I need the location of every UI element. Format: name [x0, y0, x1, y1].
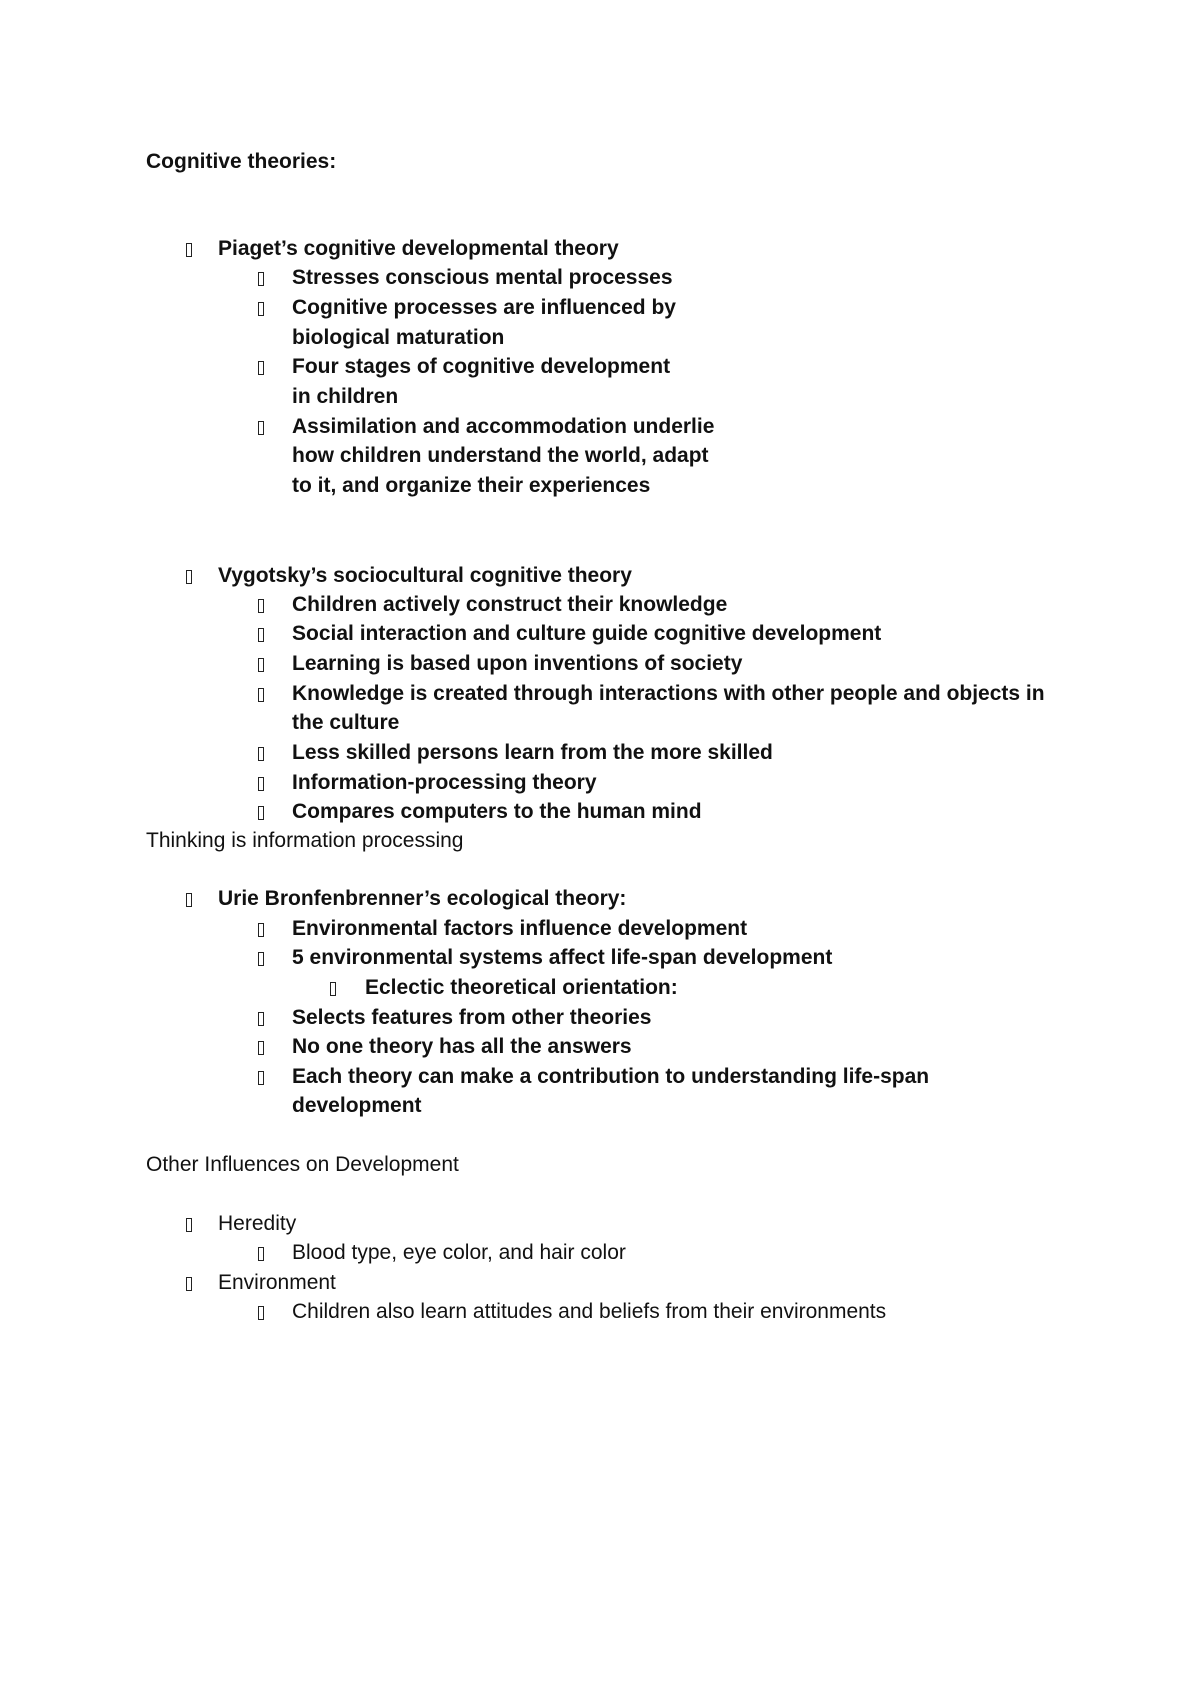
bullet-icon [186, 570, 192, 584]
list-item-continuation: how children understand the world, adapt [292, 444, 709, 467]
influence-environment: Environment [218, 1271, 336, 1294]
bullet-icon [258, 1041, 264, 1055]
bullet-icon [258, 599, 264, 613]
theory-title-vygotsky: Vygotsky’s sociocultural cognitive theory [218, 564, 632, 587]
list-item: Compares computers to the human mind [292, 800, 702, 823]
list-item: Stresses conscious mental processes [292, 266, 673, 289]
list-item: Blood type, eye color, and hair color [292, 1241, 626, 1264]
list-item: Each theory can make a contribution to understanding life-span [292, 1065, 930, 1088]
list-item: Children also learn attitudes and beliefs from their environments [292, 1300, 887, 1323]
bullet-icon [258, 952, 264, 966]
bullet-icon [258, 806, 264, 820]
list-item: Social interaction and culture guide cognitive development [292, 622, 882, 645]
influence-heredity: Heredity [218, 1212, 297, 1235]
list-item-continuation: to it, and organize their experiences [292, 474, 651, 497]
theory-title-piaget: Piaget’s cognitive developmental theory [218, 237, 619, 260]
list-item: No one theory has all the answers [292, 1035, 632, 1058]
list-item-nested: Eclectic theoretical orientation: [365, 976, 678, 999]
list-item: Selects features from other theories [292, 1006, 652, 1029]
list-item: Learning is based upon inventions of society [292, 652, 743, 675]
bullet-icon [258, 628, 264, 642]
theory-title-bronfenbrenner: Urie Bronfenbrenner’s ecological theory: [218, 887, 627, 910]
bullet-icon [330, 982, 336, 996]
list-item: Knowledge is created through interactions with other people and objects in [292, 682, 1045, 705]
bullet-icon [258, 688, 264, 702]
bullet-icon [258, 747, 264, 761]
bullet-icon [258, 302, 264, 316]
bullet-icon [186, 893, 192, 907]
list-item: Four stages of cognitive development [292, 355, 671, 378]
list-item: Children actively construct their knowledge [292, 593, 728, 616]
bullet-icon [258, 1247, 264, 1261]
bullet-icon [258, 1012, 264, 1026]
list-item: 5 environmental systems affect life-span development [292, 946, 833, 969]
section-heading-other-influences: Other Influences on Development [146, 1153, 459, 1176]
bullet-icon [258, 272, 264, 286]
list-item-continuation: the culture [292, 711, 400, 734]
list-item: Cognitive processes are influenced by [292, 296, 676, 319]
bullet-icon [258, 658, 264, 672]
bullet-icon [258, 361, 264, 375]
bullet-icon [258, 923, 264, 937]
list-item-continuation: biological maturation [292, 326, 505, 349]
bullet-icon [258, 1306, 264, 1320]
bullet-icon [258, 421, 264, 435]
list-item: Assimilation and accommodation underlie [292, 415, 715, 438]
bullet-icon [258, 1071, 264, 1085]
list-item-continuation: in children [292, 385, 399, 408]
bullet-icon [258, 777, 264, 791]
list-item-continuation: development [292, 1094, 422, 1117]
list-item: Environmental factors influence development [292, 917, 748, 940]
bullet-icon [186, 1218, 192, 1232]
bullet-icon [186, 243, 192, 257]
list-item: Information-processing theory [292, 771, 597, 794]
list-item: Less skilled persons learn from the more skilled [292, 741, 773, 764]
section-heading-cognitive-theories: Cognitive theories: [146, 150, 337, 173]
bullet-icon [186, 1277, 192, 1291]
body-text-thinking: Thinking is information processing [146, 829, 464, 852]
